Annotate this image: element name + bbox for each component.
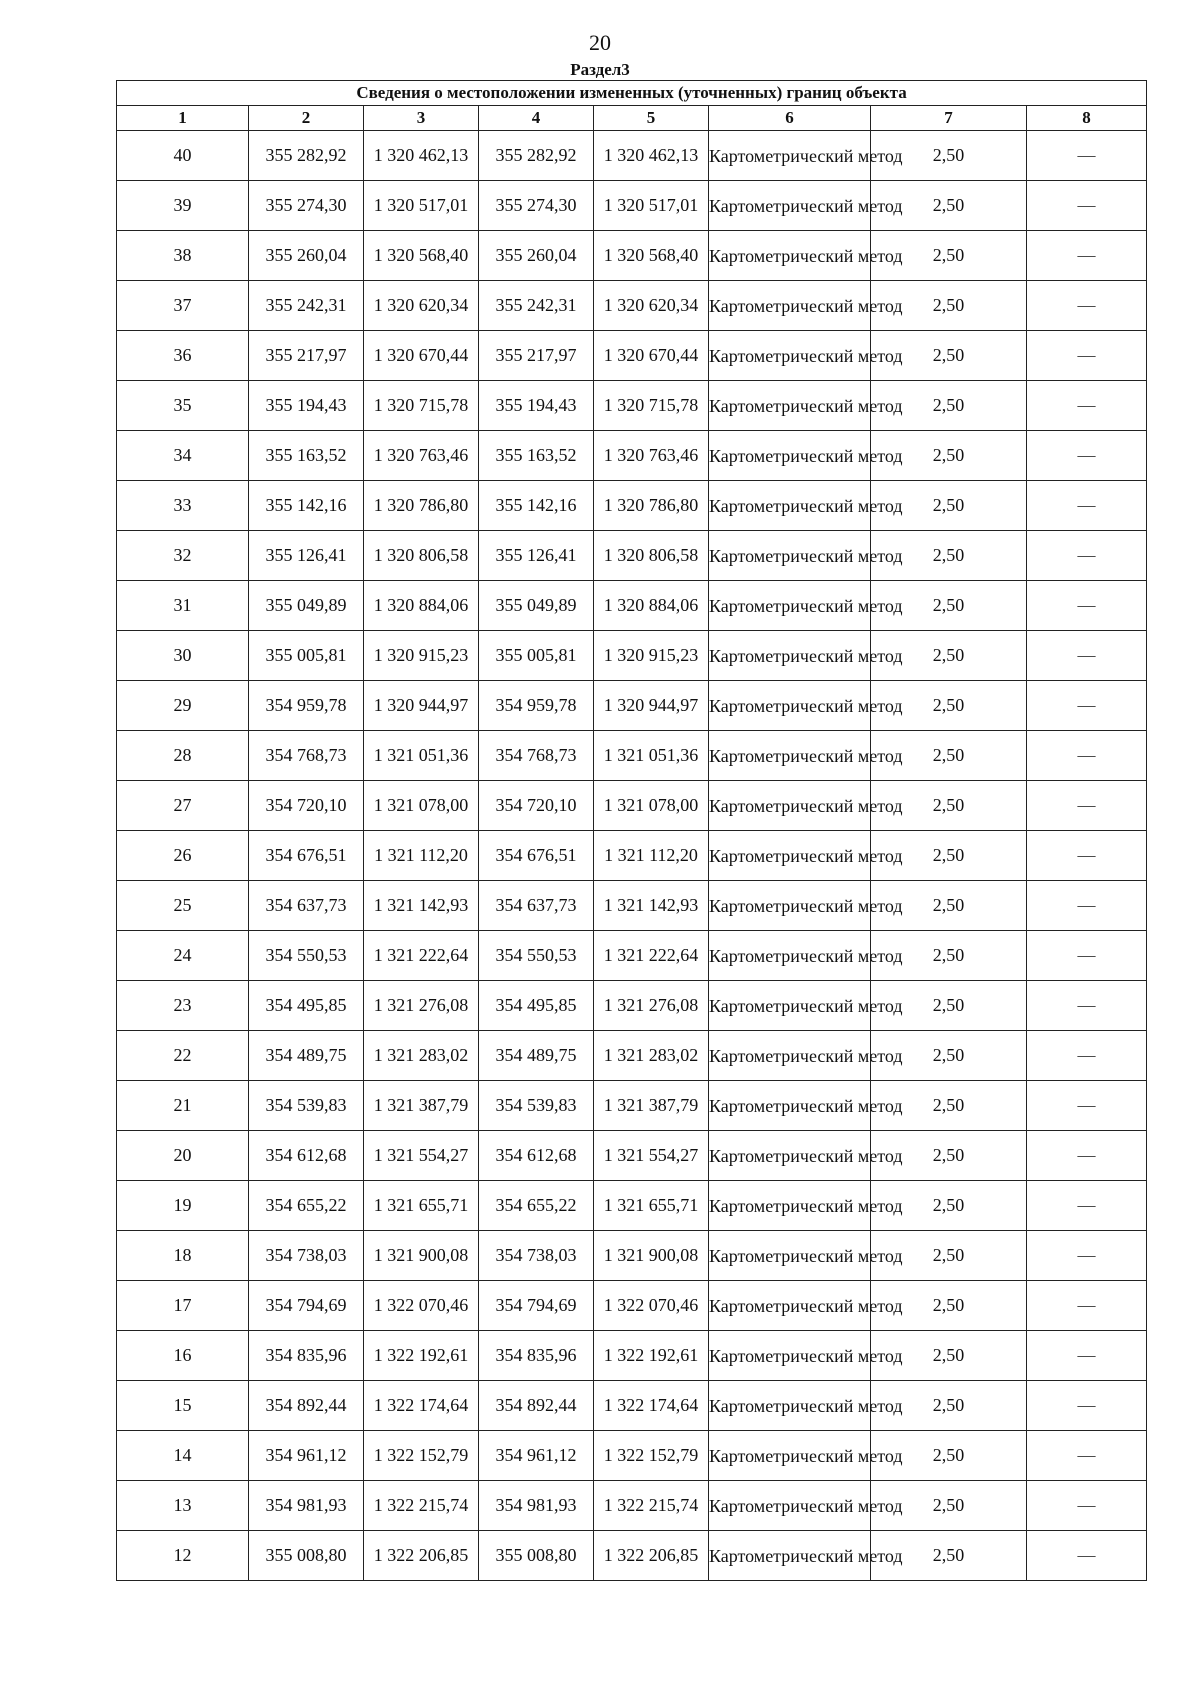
table-row <box>117 1181 1147 1231</box>
x-refined-cell: 354 495,85 <box>479 981 594 1031</box>
point-number-cell: 14 <box>117 1431 249 1481</box>
y-refined-cell: 1 321 900,08 <box>594 1231 709 1281</box>
point-number-cell: 30 <box>117 631 249 681</box>
y-existing-cell: 1 320 670,44 <box>364 331 479 381</box>
section-title: Раздел3 <box>570 60 630 79</box>
y-refined-cell: 1 320 944,97 <box>594 681 709 731</box>
method-cell: Картометрический метод <box>709 1231 871 1281</box>
x-existing-cell: 355 217,97 <box>249 331 364 381</box>
note-cell: — <box>1027 931 1147 981</box>
note-cell: — <box>1027 381 1147 431</box>
table-row <box>117 231 1147 281</box>
column-number: 6 <box>709 106 871 131</box>
column-number: 8 <box>1027 106 1147 131</box>
accuracy-cell: 2,50 <box>871 781 1027 831</box>
method-cell: Картометрический метод <box>709 531 871 581</box>
point-number-cell: 23 <box>117 981 249 1031</box>
table-row <box>117 581 1147 631</box>
table-row <box>117 681 1147 731</box>
accuracy-cell: 2,50 <box>871 931 1027 981</box>
y-existing-cell: 1 321 222,64 <box>364 931 479 981</box>
method-cell: Картометрический метод <box>709 231 871 281</box>
point-number-cell: 18 <box>117 1231 249 1281</box>
x-existing-cell: 354 489,75 <box>249 1031 364 1081</box>
note-cell: — <box>1027 1181 1147 1231</box>
method-cell: Картометрический метод <box>709 1081 871 1131</box>
point-number-cell: 39 <box>117 181 249 231</box>
y-refined-cell: 1 320 670,44 <box>594 331 709 381</box>
x-refined-cell: 354 768,73 <box>479 731 594 781</box>
point-number-cell: 15 <box>117 1381 249 1431</box>
method-cell: Картометрический метод <box>709 1031 871 1081</box>
point-number-cell: 26 <box>117 831 249 881</box>
table-row <box>117 381 1147 431</box>
x-refined-cell: 354 835,96 <box>479 1331 594 1381</box>
y-existing-cell: 1 320 915,23 <box>364 631 479 681</box>
y-existing-cell: 1 322 070,46 <box>364 1281 479 1331</box>
y-existing-cell: 1 320 620,34 <box>364 281 479 331</box>
method-cell: Картометрический метод <box>709 381 871 431</box>
y-existing-cell: 1 322 174,64 <box>364 1381 479 1431</box>
method-cell: Картометрический метод <box>709 731 871 781</box>
note-cell: — <box>1027 781 1147 831</box>
method-cell: Картометрический метод <box>709 1181 871 1231</box>
accuracy-cell: 2,50 <box>871 131 1027 181</box>
table-row <box>117 1331 1147 1381</box>
y-existing-cell: 1 322 215,74 <box>364 1481 479 1531</box>
method-cell: Картометрический метод <box>709 631 871 681</box>
note-cell: — <box>1027 1231 1147 1281</box>
x-existing-cell: 354 738,03 <box>249 1231 364 1281</box>
accuracy-cell: 2,50 <box>871 381 1027 431</box>
column-number: 1 <box>117 106 249 131</box>
y-refined-cell: 1 322 152,79 <box>594 1431 709 1481</box>
column-number: 7 <box>871 106 1027 131</box>
method-cell: Картометрический метод <box>709 1381 871 1431</box>
y-existing-cell: 1 320 884,06 <box>364 581 479 631</box>
note-cell: — <box>1027 1131 1147 1181</box>
y-existing-cell: 1 320 763,46 <box>364 431 479 481</box>
accuracy-cell: 2,50 <box>871 281 1027 331</box>
note-cell: — <box>1027 1381 1147 1431</box>
table-row <box>117 1381 1147 1431</box>
y-refined-cell: 1 321 078,00 <box>594 781 709 831</box>
x-existing-cell: 354 612,68 <box>249 1131 364 1181</box>
table-row <box>117 1031 1147 1081</box>
column-number-row <box>117 106 1147 131</box>
x-refined-cell: 355 126,41 <box>479 531 594 581</box>
y-existing-cell: 1 320 944,97 <box>364 681 479 731</box>
table-row <box>117 831 1147 881</box>
x-refined-cell: 354 489,75 <box>479 1031 594 1081</box>
y-existing-cell: 1 321 655,71 <box>364 1181 479 1231</box>
table-row <box>117 131 1147 181</box>
x-refined-cell: 354 655,22 <box>479 1181 594 1231</box>
x-existing-cell: 355 282,92 <box>249 131 364 181</box>
method-cell: Картометрический метод <box>709 981 871 1031</box>
y-refined-cell: 1 320 517,01 <box>594 181 709 231</box>
table-row <box>117 781 1147 831</box>
accuracy-cell: 2,50 <box>871 631 1027 681</box>
x-existing-cell: 354 495,85 <box>249 981 364 1031</box>
x-refined-cell: 354 676,51 <box>479 831 594 881</box>
note-cell: — <box>1027 1331 1147 1381</box>
x-existing-cell: 354 676,51 <box>249 831 364 881</box>
point-number-cell: 40 <box>117 131 249 181</box>
x-existing-cell: 355 142,16 <box>249 481 364 531</box>
x-existing-cell: 354 835,96 <box>249 1331 364 1381</box>
x-refined-cell: 355 217,97 <box>479 331 594 381</box>
accuracy-cell: 2,50 <box>871 331 1027 381</box>
x-existing-cell: 355 005,81 <box>249 631 364 681</box>
y-refined-cell: 1 322 174,64 <box>594 1381 709 1431</box>
y-existing-cell: 1 322 192,61 <box>364 1331 479 1381</box>
y-refined-cell: 1 322 215,74 <box>594 1481 709 1531</box>
method-cell: Картометрический метод <box>709 581 871 631</box>
x-existing-cell: 354 981,93 <box>249 1481 364 1531</box>
accuracy-cell: 2,50 <box>871 881 1027 931</box>
table-row <box>117 1231 1147 1281</box>
x-existing-cell: 354 720,10 <box>249 781 364 831</box>
point-number-cell: 21 <box>117 1081 249 1131</box>
note-cell: — <box>1027 281 1147 331</box>
x-refined-cell: 355 005,81 <box>479 631 594 681</box>
y-refined-cell: 1 322 192,61 <box>594 1331 709 1381</box>
point-number-cell: 31 <box>117 581 249 631</box>
x-existing-cell: 355 242,31 <box>249 281 364 331</box>
y-existing-cell: 1 320 786,80 <box>364 481 479 531</box>
accuracy-cell: 2,50 <box>871 1031 1027 1081</box>
table-row <box>117 1431 1147 1481</box>
point-number-cell: 25 <box>117 881 249 931</box>
x-refined-cell: 354 720,10 <box>479 781 594 831</box>
point-number-cell: 27 <box>117 781 249 831</box>
x-refined-cell: 355 274,30 <box>479 181 594 231</box>
column-number: 4 <box>479 106 594 131</box>
x-refined-cell: 355 194,43 <box>479 381 594 431</box>
table-row <box>117 431 1147 481</box>
table-row <box>117 181 1147 231</box>
y-refined-cell: 1 320 715,78 <box>594 381 709 431</box>
y-existing-cell: 1 320 715,78 <box>364 381 479 431</box>
point-number-cell: 20 <box>117 1131 249 1181</box>
y-refined-cell: 1 321 655,71 <box>594 1181 709 1231</box>
y-refined-cell: 1 321 142,93 <box>594 881 709 931</box>
point-number-cell: 19 <box>117 1181 249 1231</box>
accuracy-cell: 2,50 <box>871 731 1027 781</box>
note-cell: — <box>1027 181 1147 231</box>
note-cell: — <box>1027 231 1147 281</box>
y-existing-cell: 1 321 554,27 <box>364 1131 479 1181</box>
method-cell: Картометрический метод <box>709 281 871 331</box>
x-refined-cell: 354 738,03 <box>479 1231 594 1281</box>
y-refined-cell: 1 320 884,06 <box>594 581 709 631</box>
accuracy-cell: 2,50 <box>871 981 1027 1031</box>
point-number-cell: 37 <box>117 281 249 331</box>
note-cell: — <box>1027 1431 1147 1481</box>
x-refined-cell: 354 539,83 <box>479 1081 594 1131</box>
table-row <box>117 981 1147 1031</box>
y-refined-cell: 1 320 462,13 <box>594 131 709 181</box>
note-cell: — <box>1027 731 1147 781</box>
y-existing-cell: 1 322 152,79 <box>364 1431 479 1481</box>
method-cell: Картометрический метод <box>709 1331 871 1381</box>
table-row <box>117 531 1147 581</box>
x-refined-cell: 355 049,89 <box>479 581 594 631</box>
point-number-cell: 24 <box>117 931 249 981</box>
accuracy-cell: 2,50 <box>871 181 1027 231</box>
accuracy-cell: 2,50 <box>871 1531 1027 1581</box>
accuracy-cell: 2,50 <box>871 1331 1027 1381</box>
x-refined-cell: 354 981,93 <box>479 1481 594 1531</box>
table-row <box>117 631 1147 681</box>
x-existing-cell: 354 539,83 <box>249 1081 364 1131</box>
method-cell: Картометрический метод <box>709 1131 871 1181</box>
table-row <box>117 1481 1147 1531</box>
note-cell: — <box>1027 581 1147 631</box>
method-cell: Картометрический метод <box>709 431 871 481</box>
coordinates-table <box>116 80 1147 1581</box>
note-cell: — <box>1027 331 1147 381</box>
y-existing-cell: 1 321 900,08 <box>364 1231 479 1281</box>
y-refined-cell: 1 322 070,46 <box>594 1281 709 1331</box>
accuracy-cell: 2,50 <box>871 1081 1027 1131</box>
x-refined-cell: 355 242,31 <box>479 281 594 331</box>
y-refined-cell: 1 320 763,46 <box>594 431 709 481</box>
accuracy-cell: 2,50 <box>871 231 1027 281</box>
note-cell: — <box>1027 1531 1147 1581</box>
table-row <box>117 881 1147 931</box>
point-number-cell: 35 <box>117 381 249 431</box>
method-cell: Картометрический метод <box>709 831 871 881</box>
note-cell: — <box>1027 631 1147 681</box>
x-existing-cell: 355 274,30 <box>249 181 364 231</box>
point-number-cell: 33 <box>117 481 249 531</box>
note-cell: — <box>1027 1031 1147 1081</box>
x-existing-cell: 354 637,73 <box>249 881 364 931</box>
table-row <box>117 1531 1147 1581</box>
point-number-cell: 17 <box>117 1281 249 1331</box>
table-caption-row <box>117 81 1147 106</box>
method-cell: Картометрический метод <box>709 1281 871 1331</box>
y-refined-cell: 1 320 806,58 <box>594 531 709 581</box>
note-cell: — <box>1027 1081 1147 1131</box>
y-existing-cell: 1 321 051,36 <box>364 731 479 781</box>
table-row <box>117 1131 1147 1181</box>
y-refined-cell: 1 320 915,23 <box>594 631 709 681</box>
x-existing-cell: 355 008,80 <box>249 1531 364 1581</box>
table-row <box>117 1281 1147 1331</box>
x-existing-cell: 354 794,69 <box>249 1281 364 1331</box>
accuracy-cell: 2,50 <box>871 531 1027 581</box>
column-number: 5 <box>594 106 709 131</box>
accuracy-cell: 2,50 <box>871 581 1027 631</box>
x-refined-cell: 355 282,92 <box>479 131 594 181</box>
y-existing-cell: 1 321 112,20 <box>364 831 479 881</box>
method-cell: Картометрический метод <box>709 1481 871 1531</box>
point-number-cell: 29 <box>117 681 249 731</box>
x-refined-cell: 354 794,69 <box>479 1281 594 1331</box>
table-row <box>117 731 1147 781</box>
point-number-cell: 32 <box>117 531 249 581</box>
y-existing-cell: 1 321 387,79 <box>364 1081 479 1131</box>
x-refined-cell: 355 142,16 <box>479 481 594 531</box>
note-cell: — <box>1027 831 1147 881</box>
y-refined-cell: 1 321 276,08 <box>594 981 709 1031</box>
y-existing-cell: 1 321 142,93 <box>364 881 479 931</box>
x-refined-cell: 355 008,80 <box>479 1531 594 1581</box>
x-existing-cell: 355 194,43 <box>249 381 364 431</box>
y-refined-cell: 1 320 568,40 <box>594 231 709 281</box>
y-refined-cell: 1 320 786,80 <box>594 481 709 531</box>
y-refined-cell: 1 320 620,34 <box>594 281 709 331</box>
x-refined-cell: 354 612,68 <box>479 1131 594 1181</box>
method-cell: Картометрический метод <box>709 881 871 931</box>
x-existing-cell: 355 260,04 <box>249 231 364 281</box>
table-row <box>117 281 1147 331</box>
point-number-cell: 22 <box>117 1031 249 1081</box>
note-cell: — <box>1027 681 1147 731</box>
x-refined-cell: 354 550,53 <box>479 931 594 981</box>
method-cell: Картометрический метод <box>709 331 871 381</box>
x-existing-cell: 354 655,22 <box>249 1181 364 1231</box>
page-number: 20 <box>589 30 611 55</box>
note-cell: — <box>1027 131 1147 181</box>
accuracy-cell: 2,50 <box>871 1131 1027 1181</box>
table-row <box>117 931 1147 981</box>
point-number-cell: 38 <box>117 231 249 281</box>
method-cell: Картометрический метод <box>709 1531 871 1581</box>
method-cell: Картометрический метод <box>709 131 871 181</box>
point-number-cell: 16 <box>117 1331 249 1381</box>
x-existing-cell: 355 163,52 <box>249 431 364 481</box>
accuracy-cell: 2,50 <box>871 431 1027 481</box>
x-refined-cell: 355 260,04 <box>479 231 594 281</box>
y-existing-cell: 1 321 276,08 <box>364 981 479 1031</box>
accuracy-cell: 2,50 <box>871 1181 1027 1231</box>
accuracy-cell: 2,50 <box>871 1281 1027 1331</box>
y-refined-cell: 1 321 112,20 <box>594 831 709 881</box>
y-existing-cell: 1 321 283,02 <box>364 1031 479 1081</box>
column-number: 3 <box>364 106 479 131</box>
x-refined-cell: 354 961,12 <box>479 1431 594 1481</box>
accuracy-cell: 2,50 <box>871 1481 1027 1531</box>
x-existing-cell: 355 049,89 <box>249 581 364 631</box>
table-row <box>117 331 1147 381</box>
accuracy-cell: 2,50 <box>871 681 1027 731</box>
accuracy-cell: 2,50 <box>871 1231 1027 1281</box>
y-refined-cell: 1 322 206,85 <box>594 1531 709 1581</box>
accuracy-cell: 2,50 <box>871 1431 1027 1481</box>
note-cell: — <box>1027 481 1147 531</box>
y-refined-cell: 1 321 051,36 <box>594 731 709 781</box>
column-number: 2 <box>249 106 364 131</box>
note-cell: — <box>1027 1481 1147 1531</box>
accuracy-cell: 2,50 <box>871 1381 1027 1431</box>
x-existing-cell: 355 126,41 <box>249 531 364 581</box>
y-refined-cell: 1 321 387,79 <box>594 1081 709 1131</box>
table-caption: Сведения о местоположении измененных (уточненных) границ объекта <box>117 81 1147 106</box>
point-number-cell: 12 <box>117 1531 249 1581</box>
note-cell: — <box>1027 431 1147 481</box>
accuracy-cell: 2,50 <box>871 831 1027 881</box>
point-number-cell: 34 <box>117 431 249 481</box>
y-refined-cell: 1 321 283,02 <box>594 1031 709 1081</box>
x-existing-cell: 354 961,12 <box>249 1431 364 1481</box>
accuracy-cell: 2,50 <box>871 481 1027 531</box>
method-cell: Картометрический метод <box>709 1431 871 1481</box>
table-row <box>117 1081 1147 1131</box>
y-existing-cell: 1 322 206,85 <box>364 1531 479 1581</box>
x-refined-cell: 355 163,52 <box>479 431 594 481</box>
y-existing-cell: 1 320 462,13 <box>364 131 479 181</box>
note-cell: — <box>1027 1281 1147 1331</box>
method-cell: Картометрический метод <box>709 781 871 831</box>
point-number-cell: 28 <box>117 731 249 781</box>
note-cell: — <box>1027 531 1147 581</box>
note-cell: — <box>1027 981 1147 1031</box>
point-number-cell: 13 <box>117 1481 249 1531</box>
x-existing-cell: 354 768,73 <box>249 731 364 781</box>
x-refined-cell: 354 959,78 <box>479 681 594 731</box>
y-existing-cell: 1 320 806,58 <box>364 531 479 581</box>
y-existing-cell: 1 321 078,00 <box>364 781 479 831</box>
x-existing-cell: 354 550,53 <box>249 931 364 981</box>
table-row <box>117 481 1147 531</box>
note-cell: — <box>1027 881 1147 931</box>
method-cell: Картометрический метод <box>709 181 871 231</box>
x-refined-cell: 354 637,73 <box>479 881 594 931</box>
y-existing-cell: 1 320 568,40 <box>364 231 479 281</box>
x-refined-cell: 354 892,44 <box>479 1381 594 1431</box>
x-existing-cell: 354 892,44 <box>249 1381 364 1431</box>
method-cell: Картометрический метод <box>709 481 871 531</box>
method-cell: Картометрический метод <box>709 931 871 981</box>
y-refined-cell: 1 321 554,27 <box>594 1131 709 1181</box>
x-existing-cell: 354 959,78 <box>249 681 364 731</box>
y-existing-cell: 1 320 517,01 <box>364 181 479 231</box>
method-cell: Картометрический метод <box>709 681 871 731</box>
point-number-cell: 36 <box>117 331 249 381</box>
y-refined-cell: 1 321 222,64 <box>594 931 709 981</box>
